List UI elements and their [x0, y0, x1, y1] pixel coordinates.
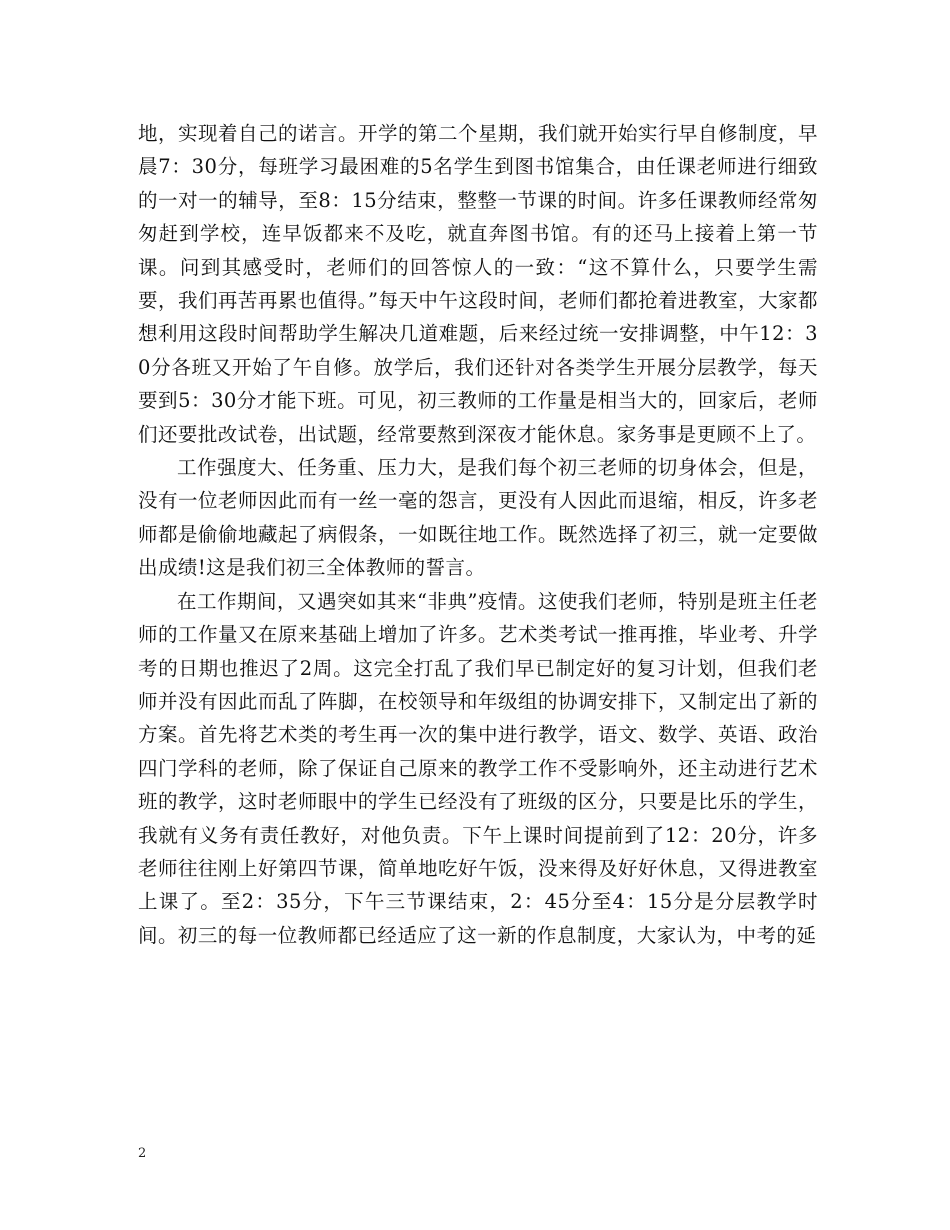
- page-number: 2: [138, 1146, 147, 1161]
- paragraph-1: 地，实现着自己的诺言。开学的第二个星期，我们就开始实行早自修制度，早晨7：30分，每班学习最困难的5名学生到图书馆集合，由任课老师进行细致的一对一的辅导，至8：15分结束，整整一节课的时间。许多任课教师经常匆匆赶到学校，连早饭都来不及吃，就直奔图书馆。有的还马上接着上第一节课。问到其感受时，老师们的回答惊人的一致：“这不算什么，只要学生需要，我们再苦再累也值得。”每天中午这段时间，老师们都抢着进教室，大家都想利用这段时间帮助学生解决几道难题，后来经过统一安排调整，中午12：30分各班又开始了午自修。放学后，我们还针对各类学生开展分层教学，每天要到5：30分才能下班。可见，初三教师的工作量是相当大的，回家后，老师们还要批改试卷，出试题，经常要熬到深夜才能休息。家务事是更顾不上了。: [138, 122, 818, 446]
- paragraph-3: 在工作期间，又遇突如其来“非典”疫情。这使我们老师，特别是班主任老师的工作量又在原来基础上增加了许多。艺术类考试一推再推，毕业考、升学考的日期也推迟了2周。这完全打乱了我们早已制定好的复习计划，但我们老师并没有因此而乱了阵脚，在校领导和年级组的协调安排下，又制定出了新的方案。首先将艺术类的考生再一次的集中进行教学，语文、数学、英语、政治四门学科的老师，除了保证自己原来的教学工作不受影响外，还主动进行艺术班的教学，这时老师眼中的学生已经没有了班级的区分，只要是比乐的学生，我就有义务有责任教好，对他负责。下午上课时间提前到了12：20分，许多老师往往刚上好第四节课，简单地吃好午饭，没来得及好好休息，又得进教室上课了。至2：35分，下午三节课结束，2：45分至4：15分是分层教学时间。初三的每一位教师都已经适应了这一新的作息制度，大家认为，中考的延: [138, 589, 818, 947]
- body-text: [138, 117, 818, 952]
- paragraph-2: 工作强度大、任务重、压力大，是我们每个初三老师的切身体会，但是，没有一位老师因此而有一丝一毫的怨言，更没有人因此而退缩，相反，许多老师都是偷偷地藏起了病假条，一如既往地工作。既然选择了初三，就一定要做出成绩!这是我们初三全体教师的誓言。: [138, 456, 818, 580]
